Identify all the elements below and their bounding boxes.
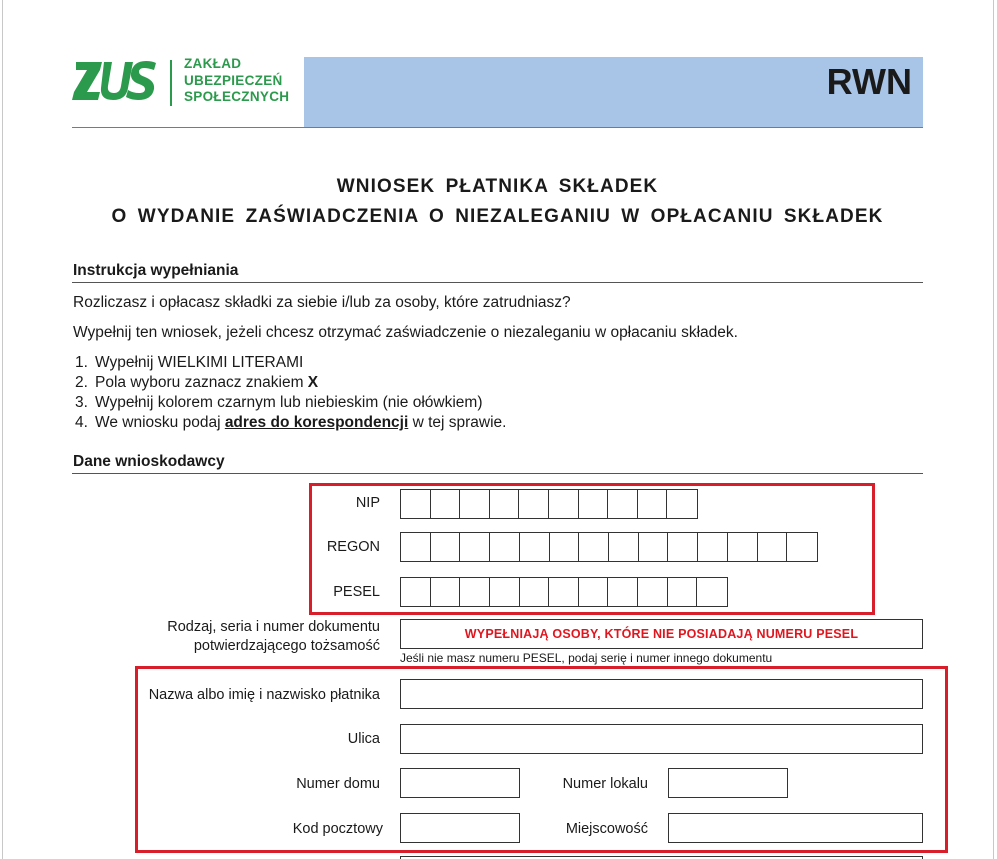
form-title-line-2: O WYDANIE ZAŚWIADCZENIA O NIEZALEGANIU W OPŁACANIU SKŁADEK — [111, 206, 884, 227]
instructions-item-3 — [75, 393, 506, 413]
identity-document-field[interactable] — [400, 619, 923, 649]
instructions-item-1 — [75, 353, 506, 373]
identity-document-label — [167, 618, 380, 656]
postcode-label: Kod pocztowy — [292, 821, 383, 837]
instructions-item-text: Wypełnij kolorem czarnym lub niebieskim (nie ołówkiem) — [95, 394, 483, 411]
instructions-item-2 — [75, 373, 506, 393]
identifiers-highlight — [309, 483, 875, 615]
instructions-list — [75, 353, 506, 433]
header-divider — [72, 127, 923, 128]
instructions-item-number: 1. — [75, 354, 88, 371]
applicant-heading: Dane wnioskodawcy — [73, 453, 225, 470]
instructions-item-text: Wypełnij WIELKIMI LITERAMI — [95, 354, 304, 371]
instructions-item-text: w tej sprawie. — [408, 414, 507, 431]
instructions-item-4 — [75, 413, 506, 433]
pesel-label: PESEL — [333, 584, 380, 600]
form-code-band — [304, 57, 923, 127]
form-title-line-1: WNIOSEK PŁATNIKA SKŁADEK — [336, 176, 659, 197]
instructions-item-number: 2. — [75, 374, 88, 391]
logo-line-1: ZAKŁAD — [184, 56, 242, 71]
identity-document-hint: Jeśli nie masz numeru PESEL, podaj serię i numer innego dokumentu — [400, 651, 773, 665]
instructions-item-emphasis: adres do korespondencji — [224, 414, 409, 431]
zus-logo-text: ZUS — [72, 56, 74, 57]
instructions-paragraph-1: Rozliczasz i opłacasz składki za siebie i/lub za osoby, które zatrudniasz? — [73, 294, 571, 311]
applicant-divider — [72, 473, 923, 474]
identity-document-label-line-1: Rodzaj, seria i numer dokumentu — [167, 619, 380, 635]
instructions-item-text: We wniosku podaj — [95, 414, 225, 431]
logo-institution-name — [184, 56, 324, 106]
regon-label: REGON — [326, 539, 380, 555]
logo-separator — [170, 60, 172, 106]
instructions-item-mark: X — [307, 374, 319, 391]
address-highlight — [135, 666, 948, 853]
instructions-item-number: 4. — [75, 414, 88, 431]
instructions-item-text: Pola wyboru zaznacz znakiem — [95, 374, 308, 391]
city-label: Miejscowość — [565, 821, 648, 837]
street-label: Ulica — [347, 731, 380, 747]
nip-label: NIP — [355, 495, 380, 511]
logo-line-3: SPOŁECZNYCH — [184, 89, 290, 104]
zus-logo-mark — [72, 56, 158, 106]
instructions-paragraph-2: Wypełnij ten wniosek, jeżeli chcesz otrzymać zaświadczenie o niezaleganiu w opłacaniu składek. — [73, 324, 738, 341]
form-code: RWN — [826, 61, 912, 102]
identity-document-label-line-2: potwierdzającego tożsamość — [193, 638, 380, 654]
house-number-label: Numer domu — [296, 776, 380, 792]
instructions-item-number: 3. — [75, 394, 88, 411]
instructions-heading: Instrukcja wypełniania — [73, 262, 239, 279]
identity-document-note: WYPEŁNIAJĄ OSOBY, KTÓRE NIE POSIADAJĄ NUMERU PESEL — [464, 627, 859, 641]
flat-number-label: Numer lokalu — [562, 776, 648, 792]
instructions-divider — [72, 282, 923, 283]
payer-name-label: Nazwa albo imię i nazwisko płatnika — [148, 687, 380, 703]
logo-line-2: UBEZPIECZEŃ — [184, 72, 283, 88]
